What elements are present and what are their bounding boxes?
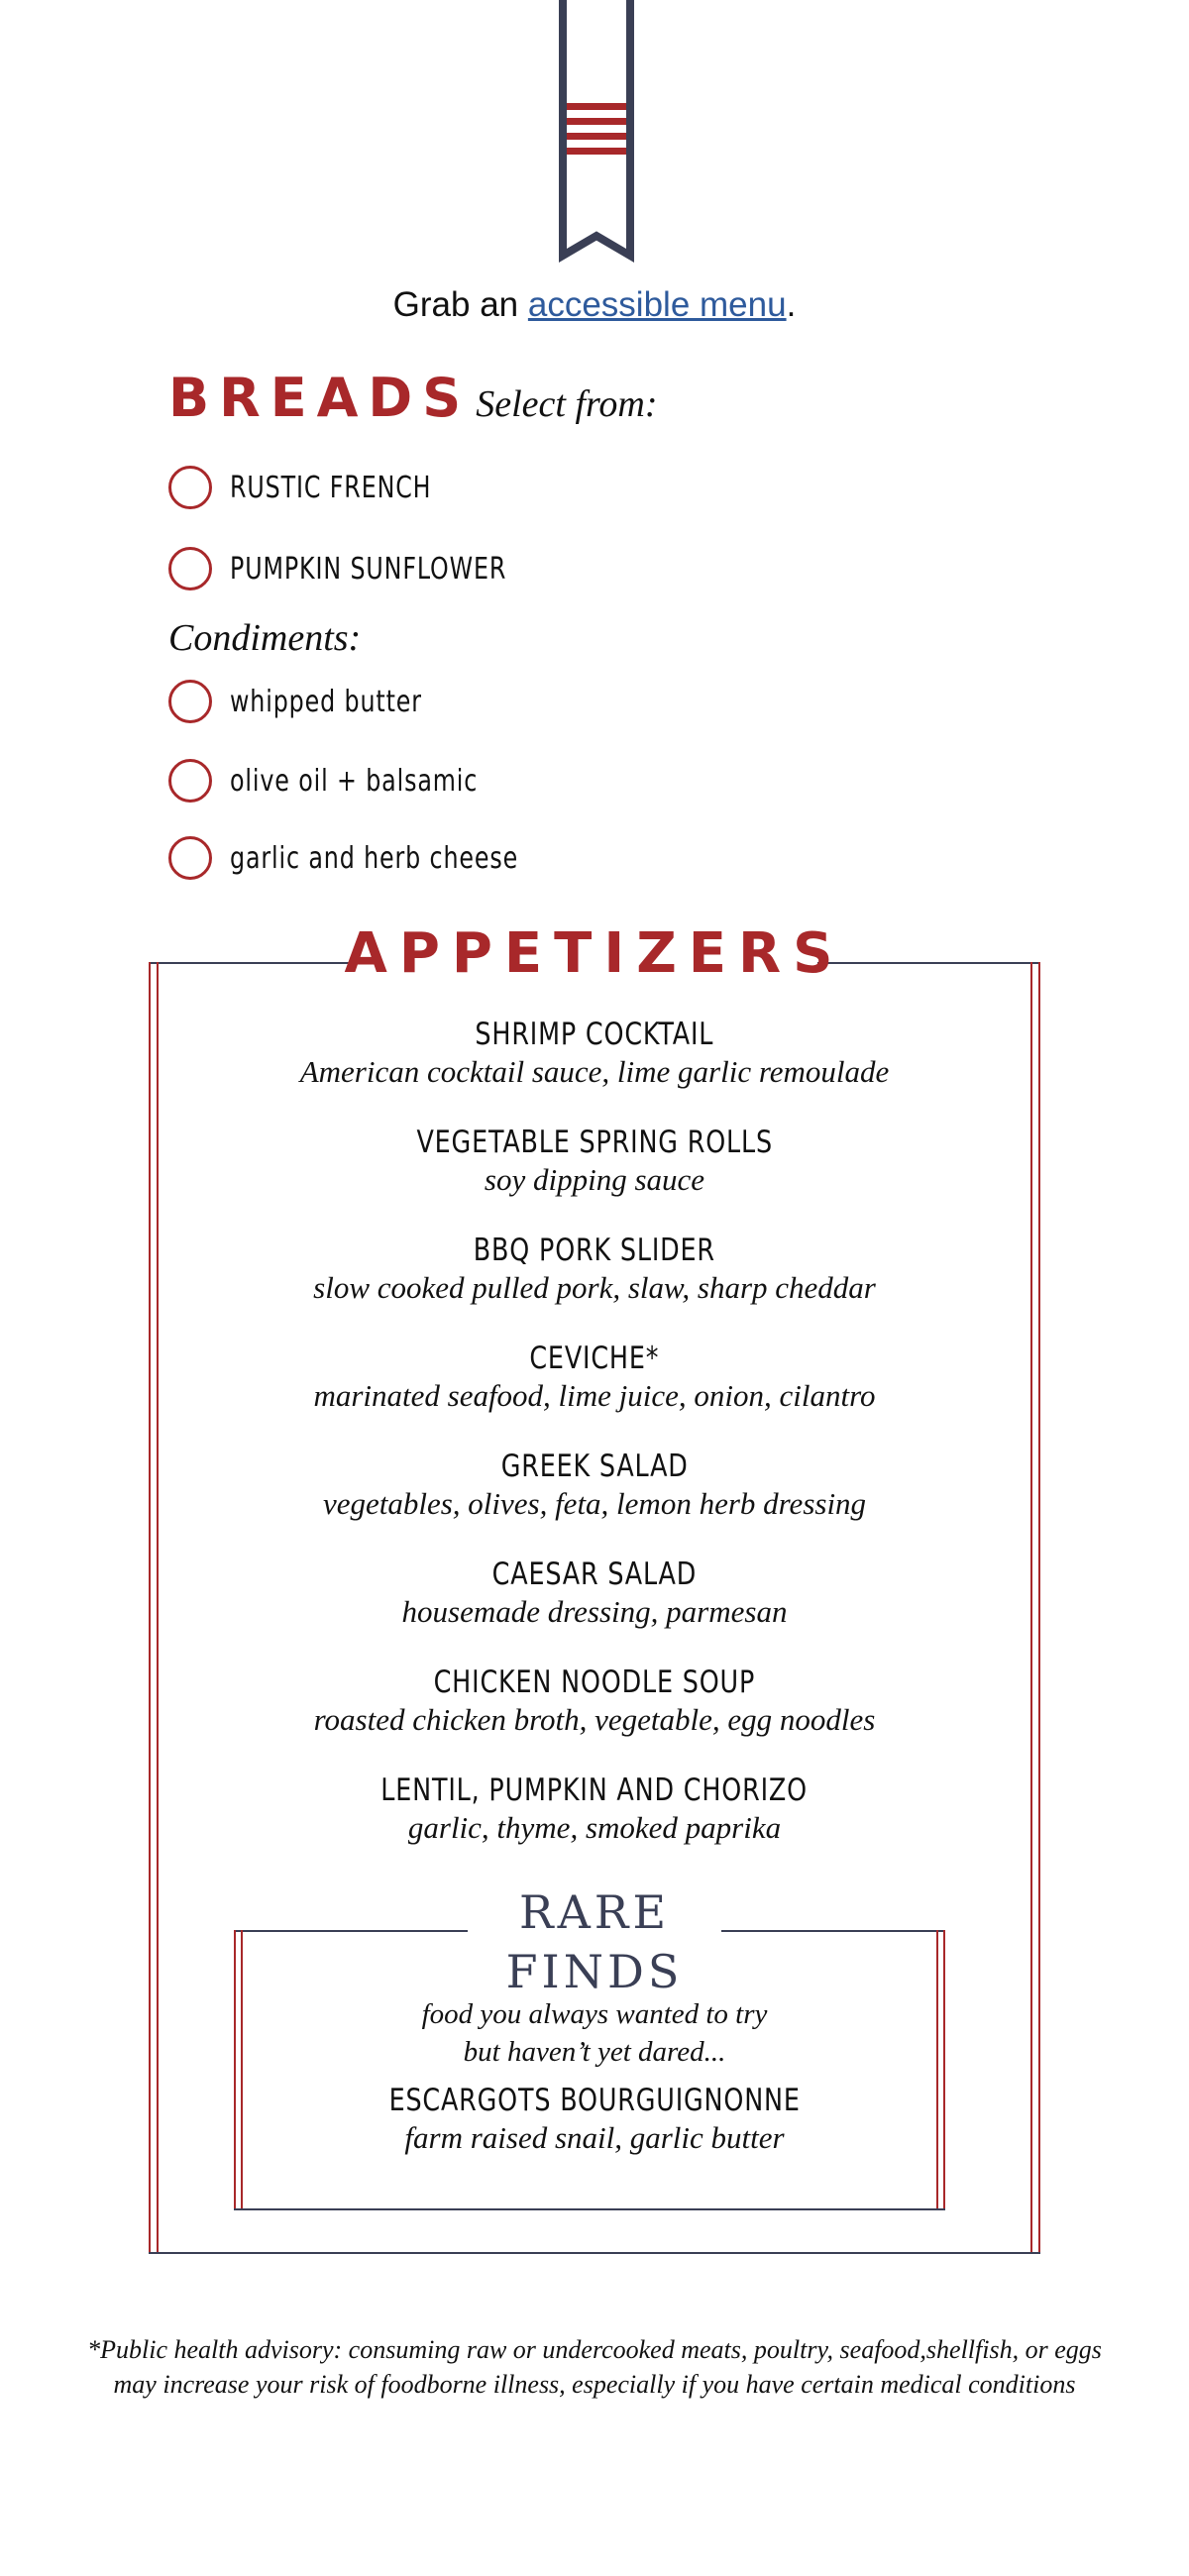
rare-finds-title [466, 1882, 723, 2001]
radio-button[interactable] [168, 836, 212, 880]
menu-item-name: CAESAR SALAD [491, 1556, 698, 1592]
menu-item-description: American cocktail sauce, lime garlic remoulade [299, 1054, 890, 1089]
menu-item [149, 1017, 1040, 1090]
rare-finds-subtitle [248, 1995, 941, 2071]
condiments-title: Condiments: [168, 617, 362, 659]
health-advisory-line1: *Public health advisory: consuming raw or undercooked meats, poultry, seafood,shellfish, or eggs [87, 2335, 1102, 2364]
menu-item-description: marinated seafood, lime juice, onion, cilantro [313, 1378, 876, 1413]
menu-item [149, 1233, 1040, 1306]
menu-item-name: CEVICHE* [529, 1341, 660, 1376]
bread-option-label: RUSTIC FRENCH [230, 470, 432, 505]
condiment-option-label: garlic and herb cheese [230, 840, 519, 876]
condiment-option-whipped-butter[interactable] [168, 680, 448, 723]
menu-item [149, 1125, 1040, 1198]
menu-item [149, 2083, 1040, 2156]
rare-finds-title-line2: FINDS [505, 1945, 684, 1998]
ribbon-bookmark-icon [557, 0, 636, 268]
menu-item-name: GREEK SALAD [500, 1449, 689, 1484]
condiment-option-label: whipped butter [230, 684, 422, 719]
menu-item-description: housemade dressing, parmesan [401, 1594, 788, 1629]
rare-finds-subtitle-line1: food you always wanted to try [421, 1998, 768, 2030]
menu-item [149, 1449, 1040, 1522]
appetizers-title: APPETIZERS [344, 921, 845, 986]
breads-title: BREADS [168, 367, 472, 429]
menu-item-name: ESCARGOTS BOURGUIGNONNE [388, 2083, 801, 2118]
menu-item-name: LENTIL, PUMPKIN AND CHORIZO [380, 1772, 809, 1808]
access-suffix: . [786, 285, 797, 324]
rare-finds-subtitle-line2: but haven’t yet dared... [463, 2036, 726, 2068]
condiment-option-garlic-herb-cheese[interactable] [168, 836, 558, 880]
menu-item [149, 1556, 1040, 1630]
access-prefix: Grab an [392, 285, 528, 324]
menu-item-name: BBQ PORK SLIDER [473, 1233, 716, 1268]
accessible-menu-line [0, 285, 1189, 325]
condiment-option-label: olive oil + balsamic [230, 763, 479, 799]
menu-item-name: CHICKEN NOODLE SOUP [433, 1664, 756, 1700]
menu-item-description: garlic, thyme, smoked paprika [407, 1810, 782, 1845]
menu-item-description: farm raised snail, garlic butter [404, 2120, 785, 2155]
menu-item-name: VEGETABLE SPRING ROLLS [416, 1125, 773, 1160]
radio-button[interactable] [168, 680, 212, 723]
accessible-menu-link[interactable]: accessible menu [527, 285, 787, 324]
radio-button[interactable] [168, 547, 212, 590]
menu-item [149, 1772, 1040, 1846]
bread-option-rustic-french[interactable] [168, 466, 459, 509]
breads-heading [168, 367, 657, 429]
menu-item [149, 1341, 1040, 1414]
menu-item-description: vegetables, olives, feta, lemon herb dressing [322, 1486, 867, 1521]
menu-item [149, 1664, 1040, 1738]
bread-option-pumpkin-sunflower[interactable] [168, 547, 544, 590]
menu-item-description: soy dipping sauce [484, 1162, 705, 1197]
menu-item-description: slow cooked pulled pork, slaw, sharp cheddar [313, 1270, 876, 1305]
radio-button[interactable] [168, 466, 212, 509]
health-advisory-line2: may increase your risk of foodborne illness, especially if you have certain medical conditions [113, 2370, 1076, 2399]
radio-button[interactable] [168, 759, 212, 803]
health-advisory [50, 2332, 1139, 2402]
condiment-option-olive-oil[interactable] [168, 759, 511, 803]
rare-finds-title-line1: RARE [518, 1885, 671, 1939]
menu-item-description: roasted chicken broth, vegetable, egg noodles [313, 1702, 876, 1737]
bread-option-label: PUMPKIN SUNFLOWER [230, 551, 507, 587]
breads-select-label: Select from: [476, 383, 658, 425]
menu-item-name: SHRIMP COCKTAIL [475, 1017, 714, 1052]
